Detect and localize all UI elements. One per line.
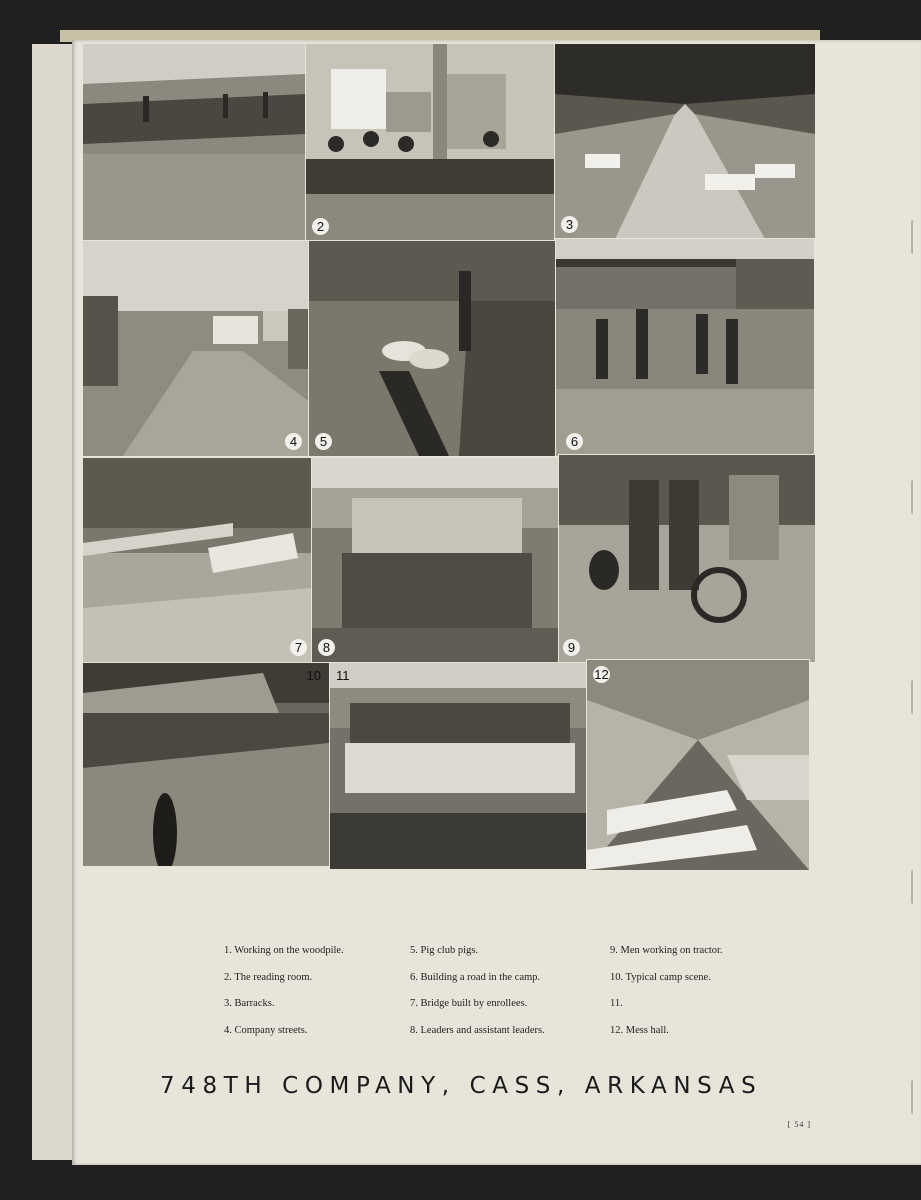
- photo-number: 6: [566, 433, 583, 450]
- photo-road-building: [555, 238, 815, 457]
- caption-item: 2. The reading room.: [224, 971, 313, 983]
- caption-item: 6. Building a road in the camp.: [410, 971, 541, 983]
- caption-column-3: [610, 945, 723, 1051]
- photo-number: 11: [336, 668, 350, 683]
- photo-company-streets: [82, 240, 309, 457]
- photo-number: 10: [306, 668, 321, 683]
- page-number: [ 54 ]: [787, 1120, 811, 1129]
- photo-leaders-group: [311, 457, 559, 663]
- photo-pig-club: [308, 240, 556, 457]
- caption-item: 9. Men working on tractor.: [610, 945, 723, 956]
- photo-reading-room: [305, 43, 555, 242]
- caption-item: 4. Company streets.: [224, 1024, 308, 1036]
- caption-item: 8. Leaders and assistant leaders.: [410, 1024, 545, 1036]
- caption-item: 10. Typical camp scene.: [610, 971, 711, 983]
- photo-group: [329, 662, 587, 870]
- photo-barracks: [554, 43, 816, 240]
- photo-number: 4: [285, 433, 302, 450]
- page-title: 748TH COMPANY, CASS, ARKANSAS: [160, 1073, 763, 1099]
- photo-tractor: [558, 454, 816, 663]
- caption-column-2: [410, 945, 545, 1051]
- caption-item: 3. Barracks.: [224, 998, 275, 1009]
- caption-column-1: [224, 945, 344, 1051]
- photo-number: 5: [315, 433, 332, 450]
- photo-mess-hall: [586, 659, 810, 871]
- photo-number: 12: [594, 667, 609, 682]
- yearbook-page: [72, 40, 921, 1165]
- photo-number: 9: [563, 639, 580, 656]
- caption-item: 7. Bridge built by enrollees.: [410, 998, 528, 1009]
- caption-item: 11.: [610, 998, 623, 1009]
- photo-woodpile: [82, 43, 306, 242]
- photo-number: 7: [290, 639, 307, 656]
- caption-item: 5. Pig club pigs.: [410, 945, 478, 956]
- caption-item: 1. Working on the woodpile.: [224, 945, 344, 956]
- photo-camp-scene: [82, 662, 330, 867]
- photo-number: 2: [312, 218, 329, 235]
- photo-bridge: [82, 457, 312, 663]
- caption-item: 12. Mess hall.: [610, 1024, 669, 1036]
- photo-number: 8: [318, 639, 335, 656]
- binding-holes: [907, 80, 921, 1200]
- photo-number: 3: [561, 216, 578, 233]
